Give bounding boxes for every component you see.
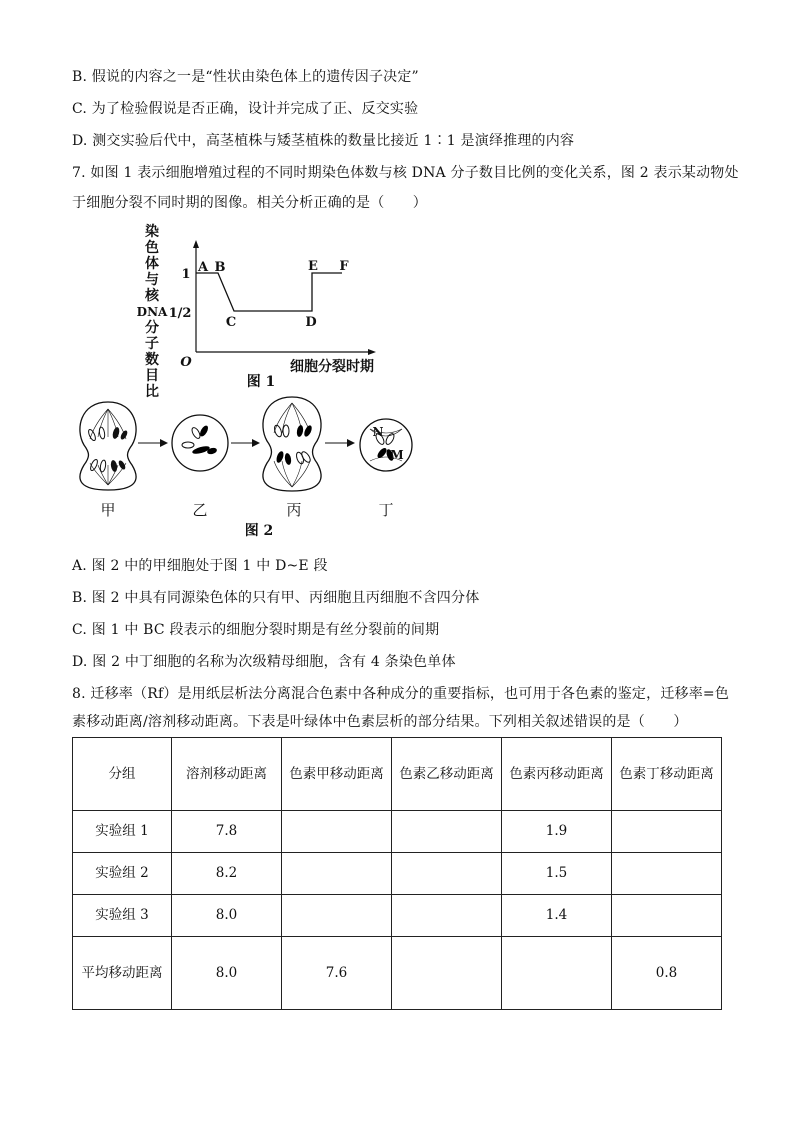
figure-2-caption: 图 2: [244, 523, 274, 539]
table-cell: [392, 811, 502, 853]
ytick-half: 1/2: [168, 306, 192, 321]
cell-label-yi: 乙: [192, 501, 208, 519]
cell-jia: [80, 402, 136, 490]
table-cell: 实验组 3: [73, 895, 172, 937]
y-axis-arrow: [193, 240, 199, 248]
table-cell: [612, 811, 722, 853]
table-header-cell: 色素丁移动距离: [612, 738, 722, 811]
table-cell: 7.6: [282, 937, 392, 1010]
question-8-stem-line2: 素移动距离/溶剂移动距离。下表是叶绿体中色素层析的部分结果。下列相关叙述错误的是（ ）: [72, 714, 688, 730]
point-a: A: [197, 260, 209, 275]
ylabel-char: 分: [145, 320, 159, 336]
table-cell: 8.2: [172, 853, 282, 895]
table-cell: 8.0: [172, 895, 282, 937]
cell-label-jia: 甲: [100, 501, 116, 519]
ylabel-char: 子: [145, 336, 159, 352]
question-7-stem-line1: 7. 如图 1 表示细胞增殖过程的不同时期染色体数与核 DNA 分子数目比例的变化关系，图 2 表示某动物处: [72, 165, 739, 181]
ylabel-char: DNA: [136, 305, 168, 319]
table-cell: 1.5: [502, 853, 612, 895]
table-cell: [392, 937, 502, 1010]
x-axis-arrow: [368, 349, 376, 355]
table-cell: 平均移动距离: [73, 937, 172, 1010]
ylabel-char: 比: [145, 384, 159, 398]
table-header-cell: 色素丙移动距离: [502, 738, 612, 811]
table-cell: 1.4: [502, 895, 612, 937]
label-m: M: [390, 448, 404, 462]
question-7-option-c: C. 图 1 中 BC 段表示的细胞分裂时期是有丝分裂前的间期: [72, 622, 440, 638]
table-header-cell: 分组: [73, 738, 172, 811]
ylabel-char: 核: [145, 288, 159, 304]
figure-1-ylabel: [137, 223, 168, 398]
ylabel-char: 体: [145, 256, 159, 272]
point-c: C: [225, 315, 237, 330]
figure-1-caption: 图 1: [246, 374, 276, 390]
ytick-1: 1: [181, 267, 191, 282]
table-header-row: [73, 738, 722, 811]
ylabel-char: 与: [145, 272, 159, 288]
origin-label: O: [180, 355, 192, 370]
figure-1-graph: [130, 222, 390, 398]
table-row: [73, 895, 722, 937]
table-cell: [392, 895, 502, 937]
table-header-cell: 色素甲移动距离: [282, 738, 392, 811]
question-7-stem-line2: 于细胞分裂不同时期的图像。相关分析正确的是（ ）: [72, 195, 427, 211]
option-d-prev: D. 测交实验后代中，高茎植株与矮茎植株的数量比接近 1∶1 是演绎推理的内容: [72, 133, 575, 149]
table-cell: 1.9: [502, 811, 612, 853]
table-cell: 0.8: [612, 937, 722, 1010]
table-header-cell: 色素乙移动距离: [392, 738, 502, 811]
table-cell: 实验组 2: [73, 853, 172, 895]
table-cell: [282, 811, 392, 853]
option-c-prev: C. 为了检验假说是否正确，设计并完成了正、反交实验: [72, 101, 419, 117]
cell-label-ding: 丁: [378, 501, 394, 519]
ylabel-char: 目: [145, 368, 159, 384]
x-axis-label: 细胞分裂时期: [290, 359, 374, 375]
table-row: [73, 853, 722, 895]
point-d: D: [305, 315, 317, 330]
point-b: B: [214, 260, 226, 275]
table-cell: [392, 853, 502, 895]
question-8-stem-line1: 8. 迁移率（Rf）是用纸层析法分离混合色素中各种成分的重要指标，也可用于各色素的鉴定，迁移率=色: [72, 686, 730, 702]
pigment-chromatography-table: [72, 737, 722, 1010]
table-header-cell: 溶剂移动距离: [172, 738, 282, 811]
ylabel-char: 数: [145, 352, 159, 368]
table-cell: [282, 853, 392, 895]
table-row: [73, 937, 722, 1010]
option-b-prev: B. 假说的内容之一是“性状由染色体上的遗传因子决定”: [72, 69, 419, 85]
cell-label-bing: 丙: [286, 501, 302, 519]
cell-yi: [172, 415, 228, 471]
question-7-option-b: B. 图 2 中具有同源染色体的只有甲、丙细胞且丙细胞不含四分体: [72, 590, 480, 606]
ratio-curve: [196, 273, 342, 311]
ylabel-char: 染: [145, 224, 159, 240]
cell-bing: [263, 397, 321, 491]
question-7-option-d: D. 图 2 中丁细胞的名称为次级精母细胞，含有 4 条染色单体: [72, 654, 456, 670]
table-cell: [502, 937, 612, 1010]
table-cell: 7.8: [172, 811, 282, 853]
question-7-option-a: A. 图 2 中的甲细胞处于图 1 中 D~E 段: [72, 558, 328, 574]
table-cell: [282, 895, 392, 937]
point-f: F: [339, 259, 349, 274]
figure-2-cells: [70, 395, 420, 543]
table-cell: 实验组 1: [73, 811, 172, 853]
table-cell: 8.0: [172, 937, 282, 1010]
ylabel-char: 色: [145, 240, 159, 256]
point-e: E: [308, 259, 318, 274]
table-cell: [612, 895, 722, 937]
table-cell: [612, 853, 722, 895]
table-row: [73, 811, 722, 853]
cell-ding: [360, 419, 412, 471]
label-n: N: [372, 425, 384, 439]
